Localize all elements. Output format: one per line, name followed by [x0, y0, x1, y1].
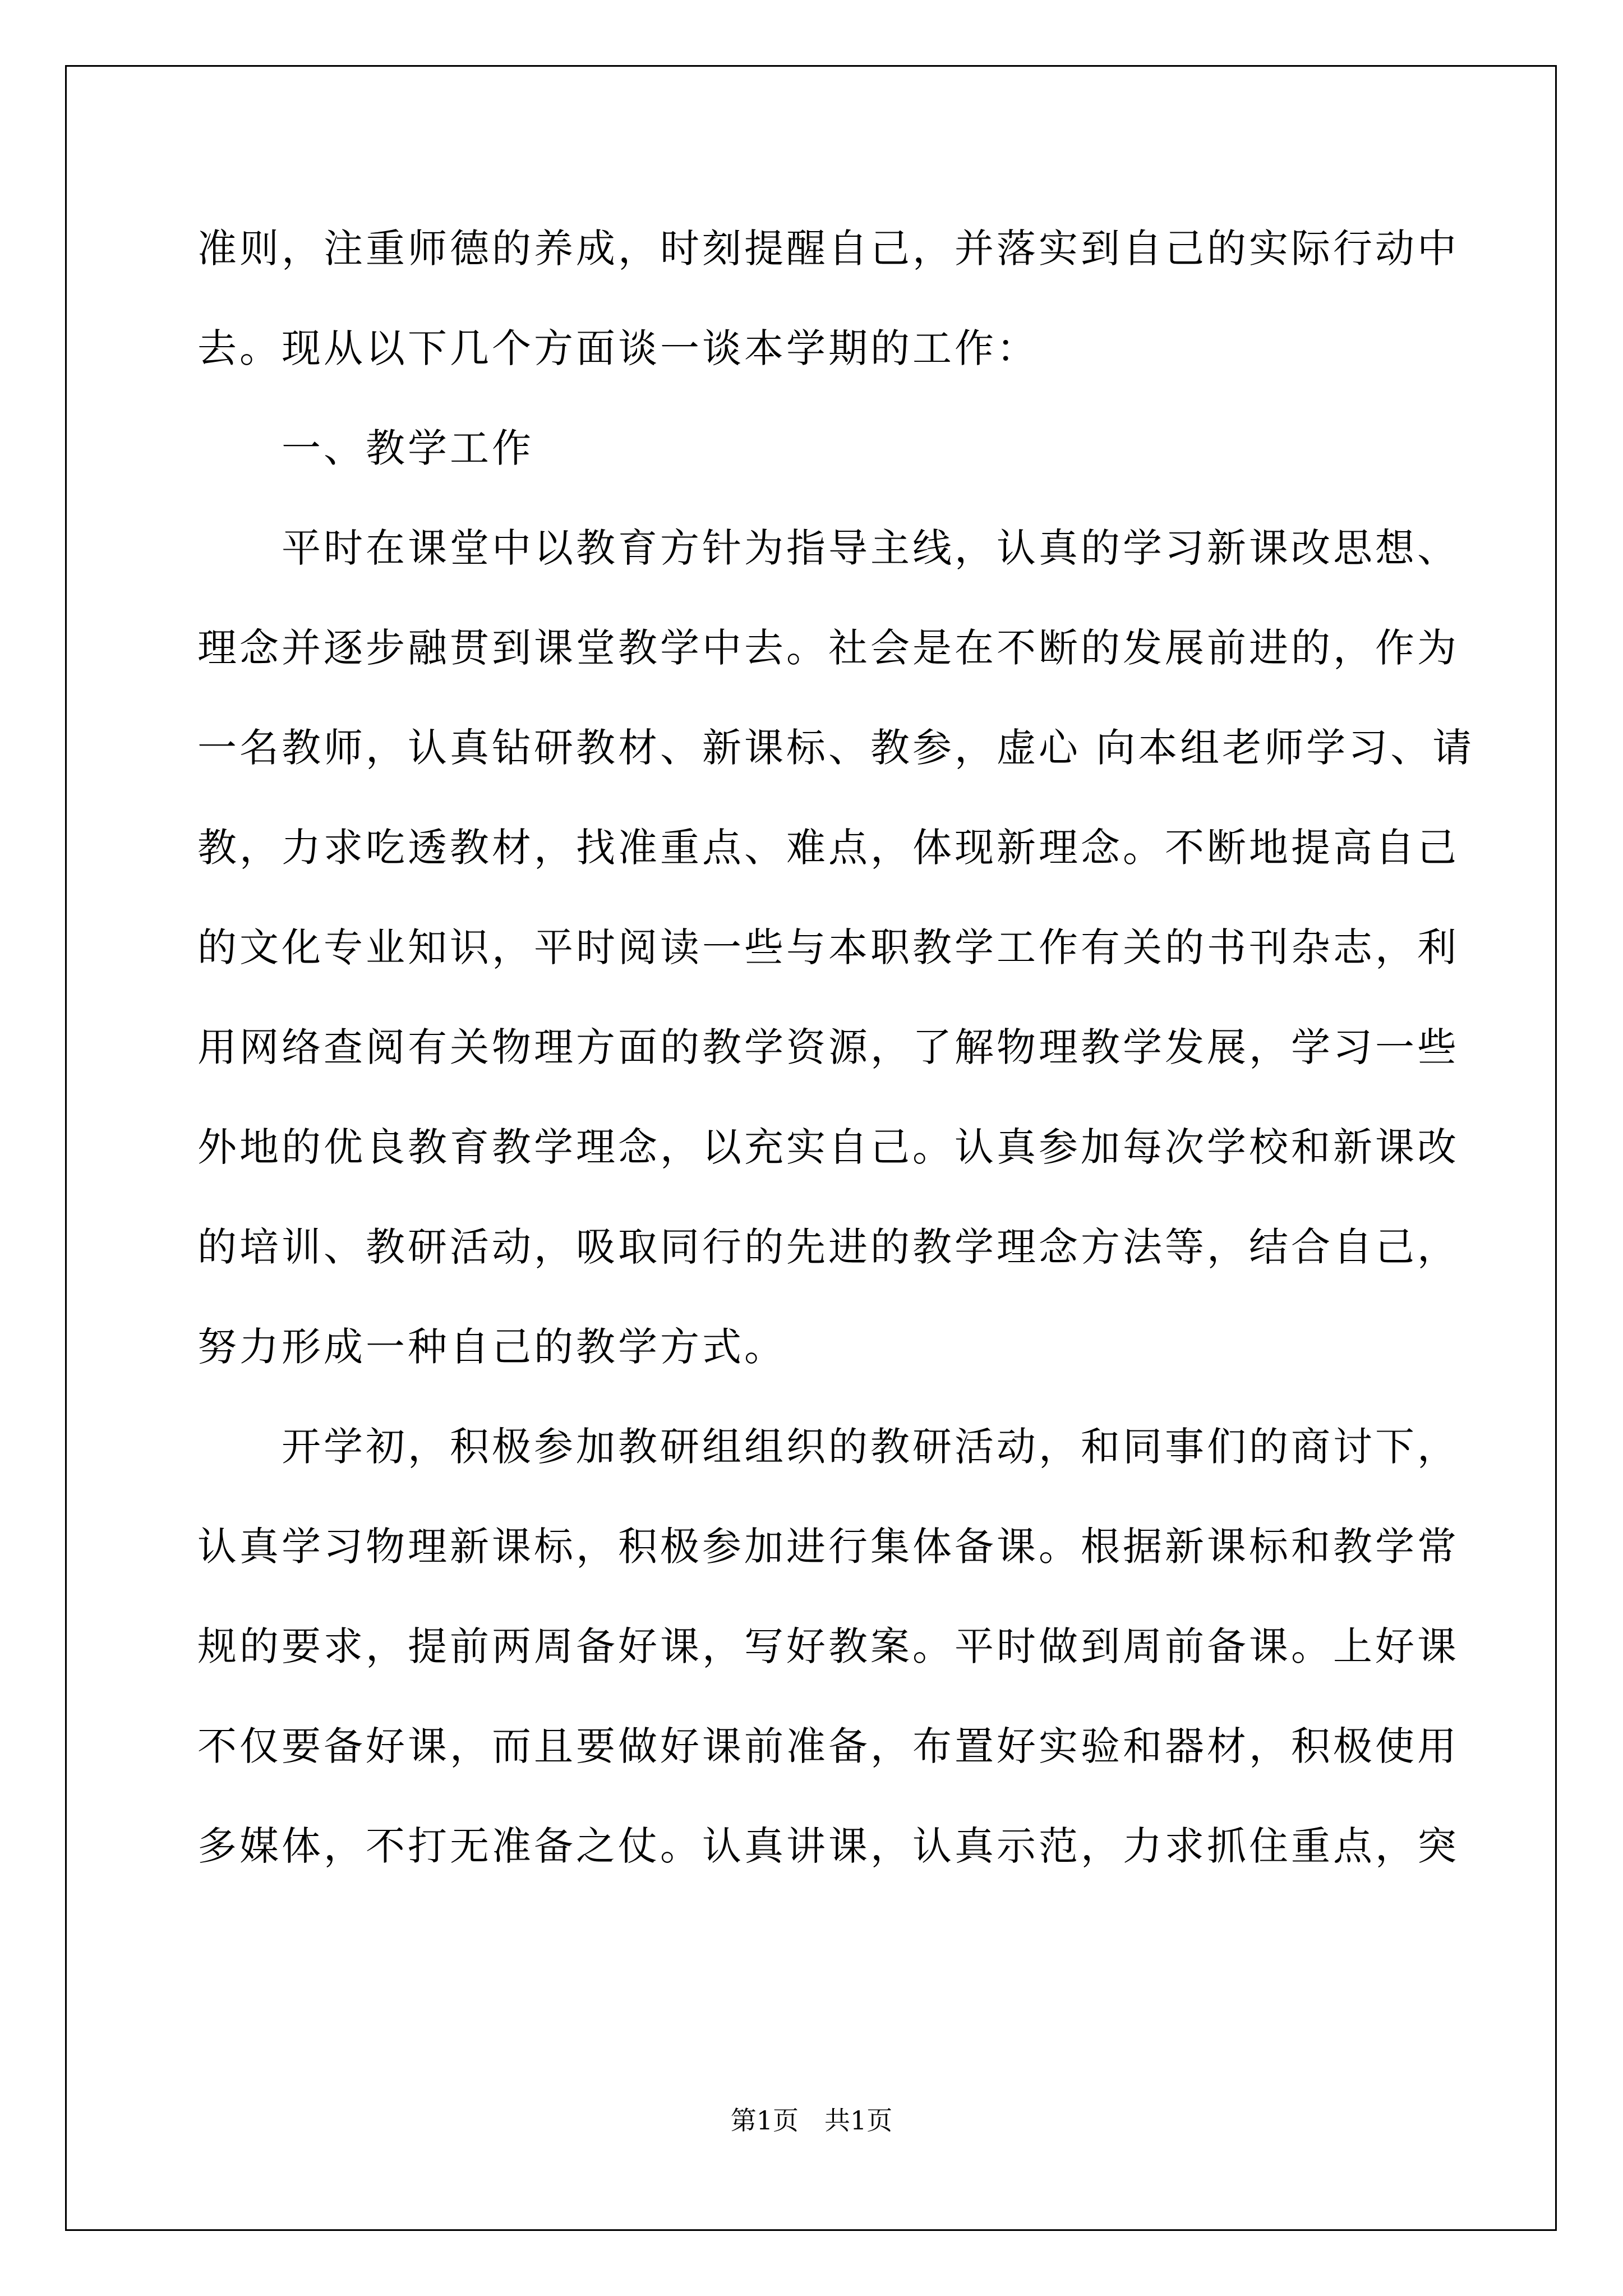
text-line: 外地的优良教育教学理念，以充实自己。认真参加每次学校和新课改 [197, 1124, 1459, 1170]
text-line: 去。现从以下几个方面谈一谈本学期的工作： [197, 325, 1039, 371]
text-line: 准则，注重师德的养成，时刻提醒自己，并落实到自己的实际行动中 [197, 226, 1459, 272]
section-heading: 一、教学工作 [282, 425, 534, 471]
text-line: 的培训、教研活动，吸取同行的先进的教学理念方法等，结合自己， [197, 1224, 1459, 1270]
text-line: 努力形成一种自己的教学方式。 [197, 1324, 786, 1370]
text-line: 不仅要备好课，而且要做好课前准备，布置好实验和器材，积极使用 [197, 1723, 1459, 1769]
page-number: 第1页 共1页 [730, 2105, 893, 2136]
text-line: 的文化专业知识，平时阅读一些与本职教学工作有关的书刊杂志，利 [197, 924, 1459, 970]
text-line: 教，力求吃透教材，找准重点、难点，体现新理念。不断地提高自己 [197, 825, 1459, 871]
text-line: 用网络查阅有关物理方面的教学资源，了解物理教学发展，学习一些 [197, 1024, 1459, 1070]
text-line: 认真学习物理新课标，积极参加进行集体备课。根据新课标和教学常 [197, 1524, 1459, 1570]
text-line: 平时在课堂中以教育方针为指导主线，认真的学习新课改思想、 [282, 525, 1459, 571]
page-footer [0, 2104, 1623, 2137]
text-line: 多媒体，不打无准备之仗。认真讲课，认真示范，力求抓住重点，突 [197, 1823, 1459, 1869]
document-body [197, 218, 1475, 1915]
text-line: 规的要求，提前两周备好课，写好教案。平时做到周前备课。上好课 [197, 1623, 1459, 1669]
text-line: 开学初，积极参加教研组组织的教研活动，和同事们的商讨下， [282, 1424, 1459, 1470]
text-line: 一名教师，认真钻研教材、新课标、教参，虚心 向本组老师学习、请 [197, 725, 1475, 771]
text-line: 理念并逐步融贯到课堂教学中去。社会是在不断的发展前进的，作为 [197, 625, 1459, 671]
